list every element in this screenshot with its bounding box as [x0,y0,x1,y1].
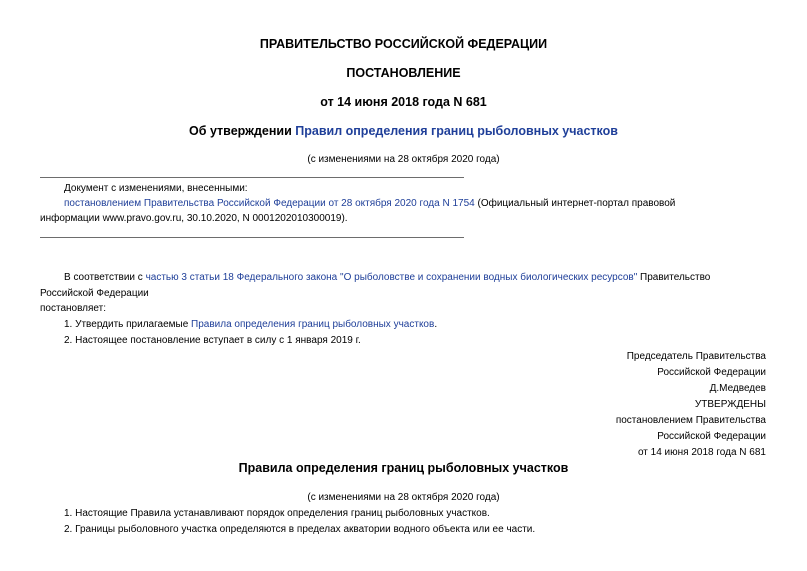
item-2: 2. Настоящее постановление вступает в силу с 1 января 2019 г. [64,335,361,346]
amendments-note: (с изменениями на 28 октября 2020 года) [307,154,500,165]
changes-line-1 [40,197,766,211]
government-heading: ПРАВИТЕЛЬСТВО РОССИЙСКОЙ ФЕДЕРАЦИИ [259,37,548,51]
signature-org: Российской Федерации [657,367,766,378]
item-1-prefix: 1. Утвердить прилагаемые [64,319,192,330]
preamble-line-1 [40,271,766,285]
amendment-resolution-link[interactable]: постановлением Правительства Российской Федерации от 28 октября 2020 года N 1754 [64,198,475,209]
federal-law-link[interactable]: частью 3 статьи 18 Федерального закона "О рыболовстве и сохранении водных биологических ресурсов" [145,272,638,283]
changes-source-text: (Официальный интернет-портал правовой [474,198,676,209]
item-1-suffix: . [434,319,438,330]
preamble-resolves: постановляет: [40,303,107,314]
rules-link[interactable]: Правил определения границ рыболовных участков [295,124,618,138]
rules-title: Правила определения границ рыболовных участков [238,461,569,475]
approval-heading: УТВЕРЖДЕНЫ [694,399,766,410]
preamble-line-2: Российской Федерации [40,288,149,299]
signature-name: Д.Медведев [709,383,766,394]
divider-bottom [40,237,464,238]
rules-item-2: 2. Границы рыболовного участка определяются в пределах акватории водного объекта или ее части. [64,524,536,535]
approval-line-4: от 14 июня 2018 года N 681 [637,447,766,458]
item-1 [64,319,437,330]
approval-line-2: постановлением Правительства [615,415,766,426]
signature-title: Председатель Правительства [626,351,766,362]
preamble-suffix: Правительство [637,272,711,283]
changes-intro: Документ с изменениями, внесенными: [64,183,248,194]
document-title [0,124,807,138]
preamble-prefix: В соответствии с [64,272,146,283]
changes-line-2: информации www.pravo.gov.ru, 30.10.2020, N 0001202010300019). [40,213,348,224]
approval-line-3: Российской Федерации [657,431,766,442]
document-date-number: от 14 июня 2018 года N 681 [320,95,487,109]
rules-item-1: 1. Настоящие Правила устанавливают порядок определения границ рыболовных участков. [64,508,490,519]
document-title-prefix: Об утверждении [189,124,296,138]
divider-top [40,177,464,178]
rules-amendments-note: (с изменениями на 28 октября 2020 года) [307,492,500,503]
approved-rules-link[interactable]: Правила определения границ рыболовных участков [191,319,435,330]
document-type-heading: ПОСТАНОВЛЕНИЕ [346,66,461,80]
